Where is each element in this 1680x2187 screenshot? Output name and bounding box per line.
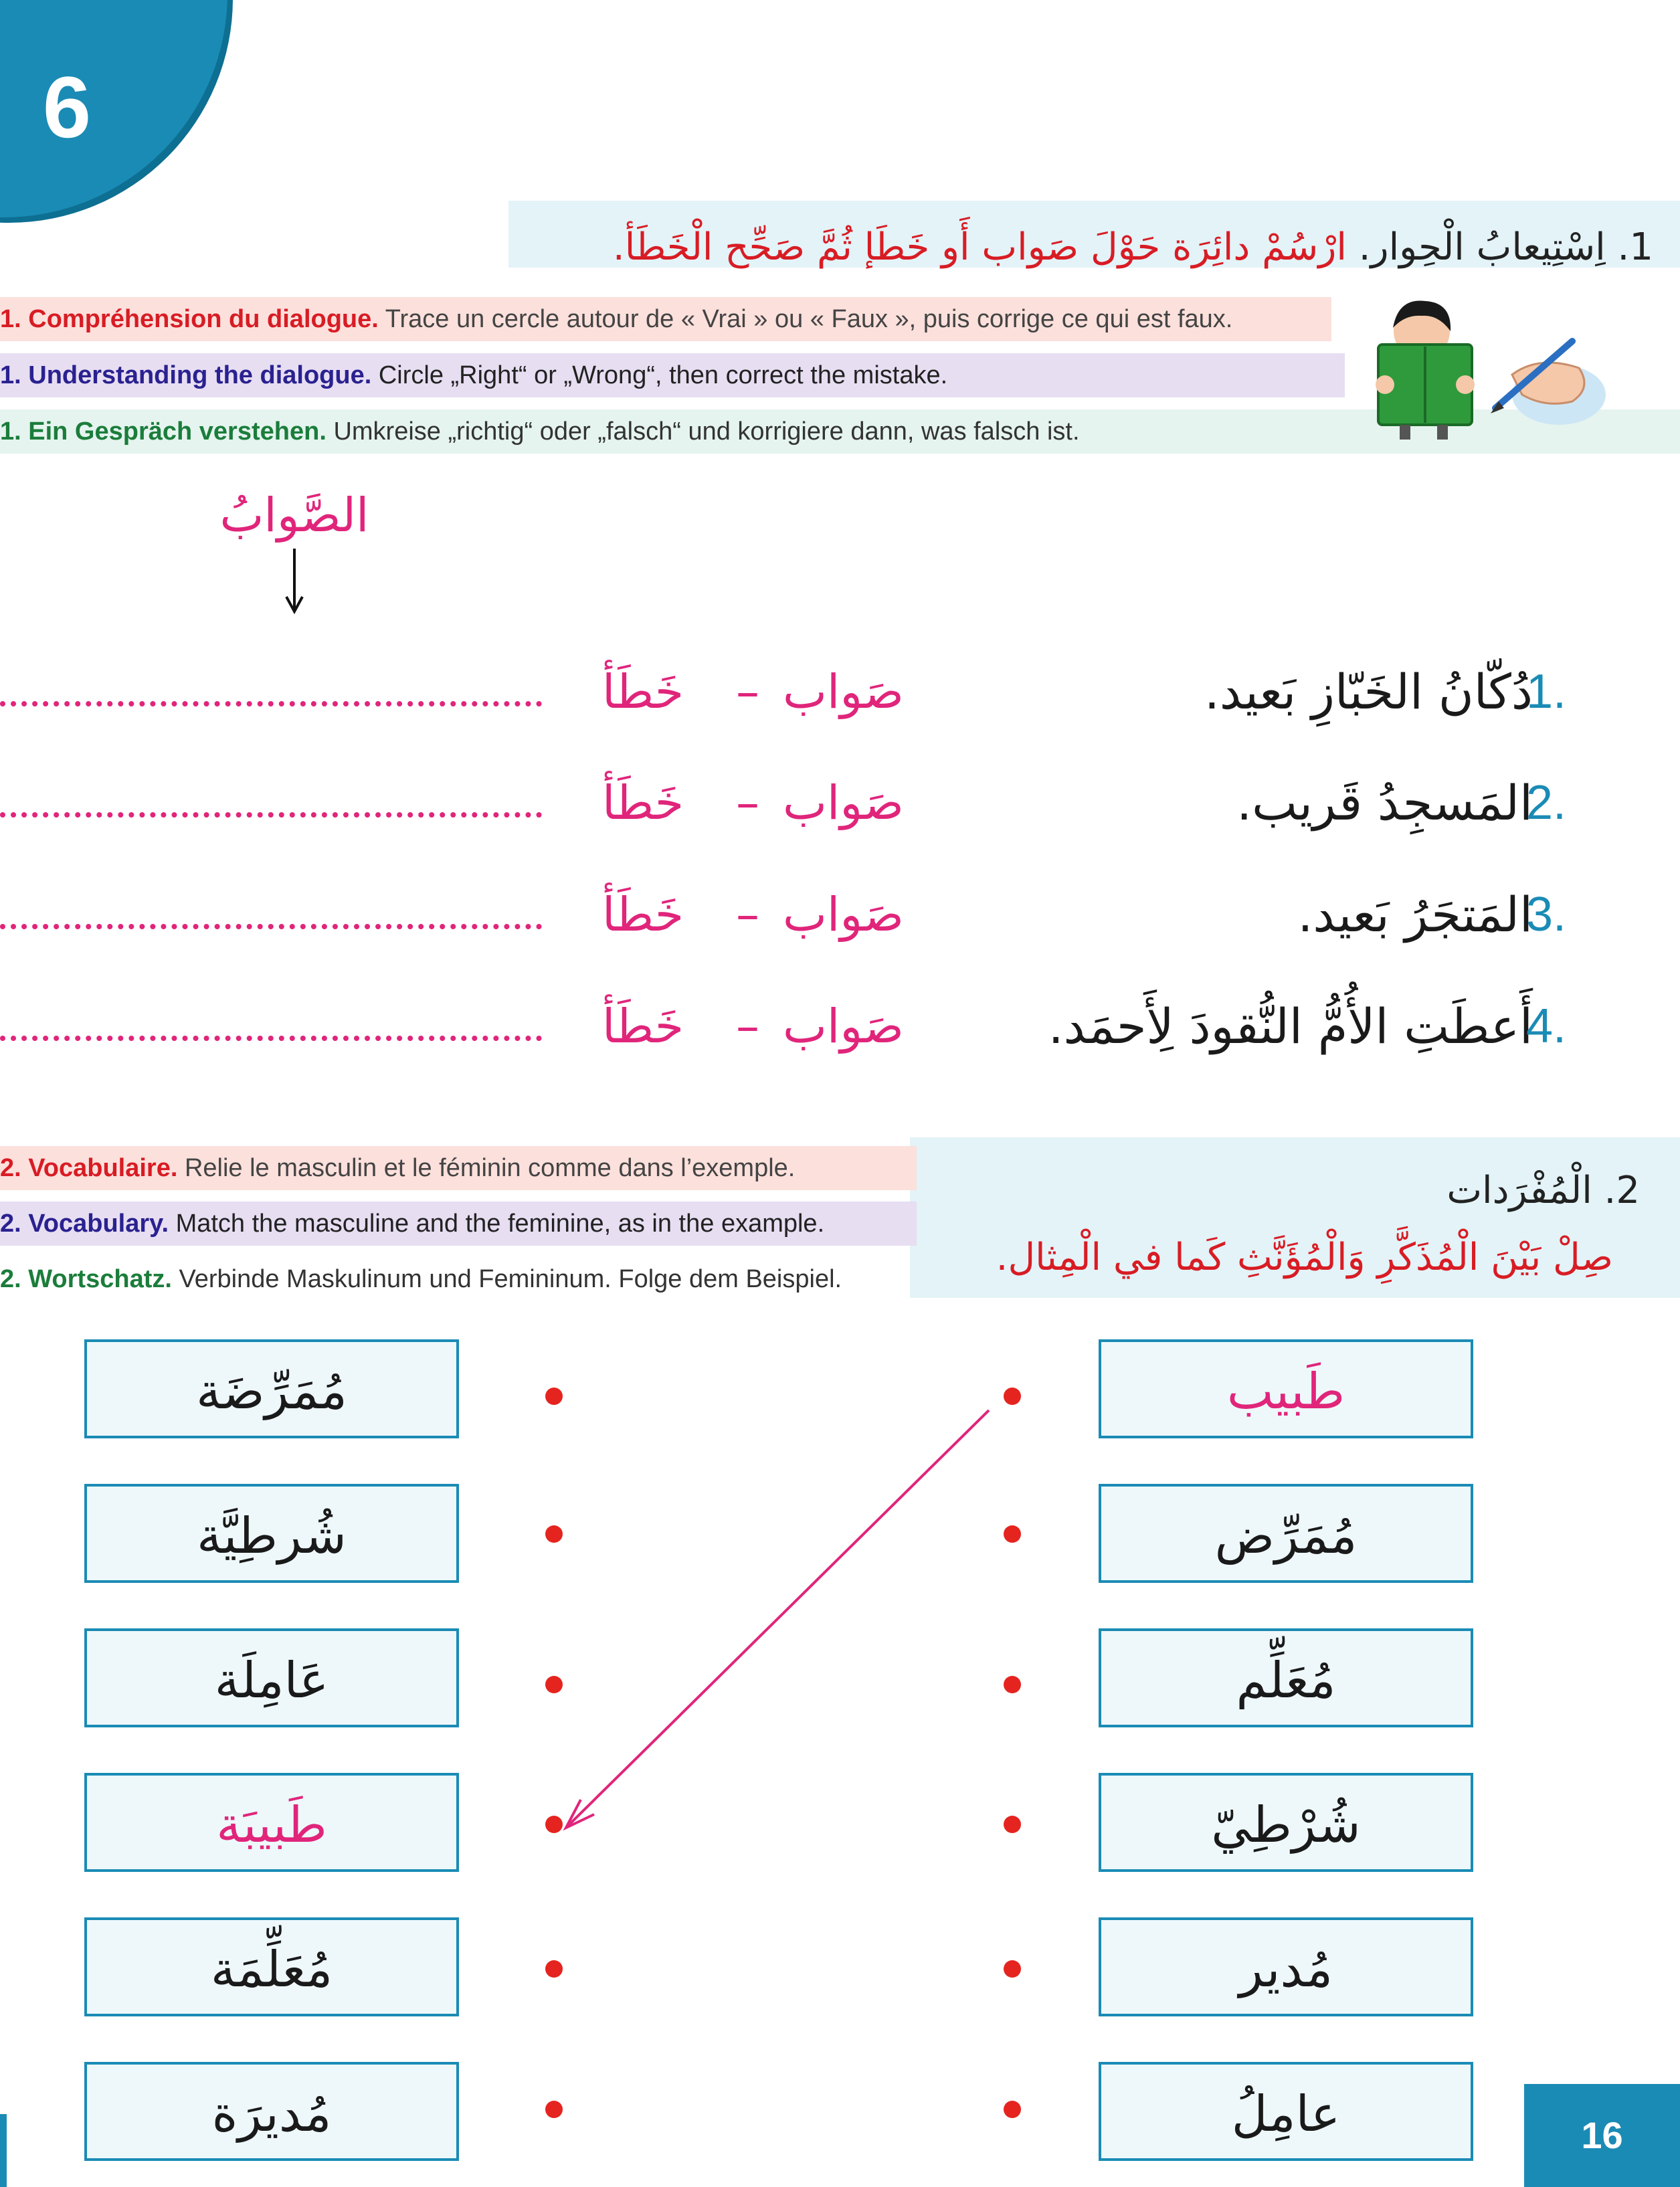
match-dot-feminine[interactable] [545, 1676, 563, 1693]
choice-separator: – [736, 664, 759, 719]
exercise1-french-bold: 1. Compréhension du dialogue. [0, 305, 379, 333]
match-dot-masculine[interactable] [1004, 1676, 1021, 1693]
masculine-word-box: عامِلُ [1099, 2062, 1473, 2161]
masculine-word-box-example: طَبيب [1099, 1339, 1473, 1438]
masculine-word-box: مُمَرِّض [1099, 1484, 1473, 1583]
exercise2-english-text: Match the masculine and the feminine, as in the example. [169, 1210, 825, 1238]
wrong-option[interactable]: خَطَأ [602, 887, 684, 942]
match-dot-masculine[interactable] [1004, 1525, 1021, 1543]
exercise2-french [0, 1146, 917, 1190]
question-sentence: المَتجَرُ بَعيد. [1297, 886, 1533, 943]
match-dot-feminine[interactable] [545, 2101, 563, 2118]
exercise2-german-bold: 2. Wortschatz. [0, 1265, 172, 1293]
question-row [0, 874, 1680, 955]
exercise1-number: 1. [1617, 225, 1653, 269]
page-number: 16 [1581, 2114, 1623, 2156]
choice-separator: – [736, 775, 759, 830]
answer-line[interactable] [0, 1036, 542, 1041]
question-number: 1. [1526, 665, 1567, 719]
exercise1-title [516, 221, 1653, 274]
exercise1-french-text: Trace un cercle autour de « Vrai » ou « Faux », puis corrige ce qui est faux. [378, 305, 1233, 333]
match-dot-feminine[interactable] [545, 1525, 563, 1543]
exercise1-french [0, 297, 1331, 341]
feminine-word-box: مُديرَة [84, 2062, 459, 2161]
lesson-number: 6 [42, 58, 92, 156]
match-dot-masculine[interactable] [1004, 1960, 1021, 1978]
exercise2-english-bold: 2. Vocabulary. [0, 1210, 169, 1238]
question-number: 4. [1526, 1000, 1567, 1053]
exercise1-german-text: Umkreise „richtig“ oder „falsch“ und korrigiere dann, was falsch ist. [326, 417, 1080, 446]
right-option[interactable]: صَواب [783, 664, 904, 719]
question-number: 3. [1526, 888, 1567, 941]
exercise1-english-text: Circle „Right“ or „Wrong“, then correct the mistake. [371, 361, 948, 389]
match-dot-masculine[interactable] [1004, 2101, 1021, 2118]
down-arrow-icon [281, 549, 308, 615]
exercise2-german-text: Verbinde Maskulinum und Femininum. Folge dem Beispiel. [171, 1265, 842, 1293]
exercise1-german-bold: 1. Ein Gespräch verstehen. [0, 417, 326, 446]
feminine-word-box: شُرطِيَّة [84, 1484, 459, 1583]
wrong-option[interactable]: خَطَأ [602, 664, 684, 719]
right-option[interactable]: صَواب [783, 887, 904, 942]
wrong-option[interactable]: خَطَأ [602, 775, 684, 830]
question-sentence: دُكّانُ الخَبّازِ بَعيد. [1204, 664, 1533, 720]
match-dot-masculine[interactable] [1004, 1388, 1021, 1405]
page-edge-marker [0, 2114, 7, 2187]
question-row [0, 763, 1680, 843]
exercise2-french-bold: 2. Vocabulaire. [0, 1154, 178, 1182]
exercise2-french-text: Relie le masculin et le féminin comme dans l’exemple. [177, 1154, 796, 1182]
feminine-word-box: مُمَرِّضَة [84, 1339, 459, 1438]
exercise1-english-bold: 1. Understanding the dialogue. [0, 361, 372, 389]
question-sentence: أَعطَتِ الأُمُّ النُّقودَ لِأَحمَد. [1048, 998, 1533, 1054]
match-dot-feminine[interactable] [545, 1816, 563, 1833]
wrong-option[interactable]: خَطَأ [602, 999, 684, 1054]
masculine-word-box: مُدير [1099, 1917, 1473, 2016]
feminine-word-box-example: طَبيبَة [84, 1773, 459, 1872]
exercise1-instruction: ارْسُمْ دائِرَة حَوْلَ صَواب أَو خَطَإ ثُمَّ صَحِّح الْخَطَأ. [612, 225, 1347, 269]
answer-column-label: الصَّوابُ [219, 488, 369, 543]
choice-separator: – [736, 999, 759, 1054]
match-dot-feminine[interactable] [545, 1388, 563, 1405]
page-number-box [1524, 2084, 1680, 2187]
masculine-word-box: مُعَلِّم [1099, 1628, 1473, 1727]
question-sentence: المَسجِدُ قَريب. [1236, 775, 1533, 831]
answer-line[interactable] [0, 701, 542, 706]
answer-line[interactable] [0, 924, 542, 929]
exercise2-instruction: صِلْ بَيْنَ الْمُذَكَّرِ وَالْمُؤَنَّثِ كَما في الْمِثال. [996, 1236, 1613, 1279]
right-option[interactable]: صَواب [783, 999, 904, 1054]
match-dot-feminine[interactable] [545, 1960, 563, 1978]
right-option[interactable]: صَواب [783, 775, 904, 830]
question-row [0, 986, 1680, 1066]
exercise2-title: 2. الْمُفْرَدات [1446, 1169, 1640, 1212]
exercise2-german [0, 1257, 917, 1301]
feminine-word-box: عَامِلَة [84, 1628, 459, 1727]
exercise1-heading: اِسْتِيعابُ الْحِوار. [1358, 225, 1606, 269]
answer-line[interactable] [0, 812, 542, 818]
question-row [0, 652, 1680, 732]
masculine-word-box: شُرْطِيّ [1099, 1773, 1473, 1872]
exercise2-english [0, 1202, 917, 1246]
feminine-word-box: مُعَلِّمَة [84, 1917, 459, 2016]
choice-separator: – [736, 887, 759, 942]
question-number: 2. [1526, 776, 1567, 830]
exercise1-english [0, 353, 1345, 397]
reading-child-illustration [1358, 294, 1606, 442]
match-dot-masculine[interactable] [1004, 1816, 1021, 1833]
